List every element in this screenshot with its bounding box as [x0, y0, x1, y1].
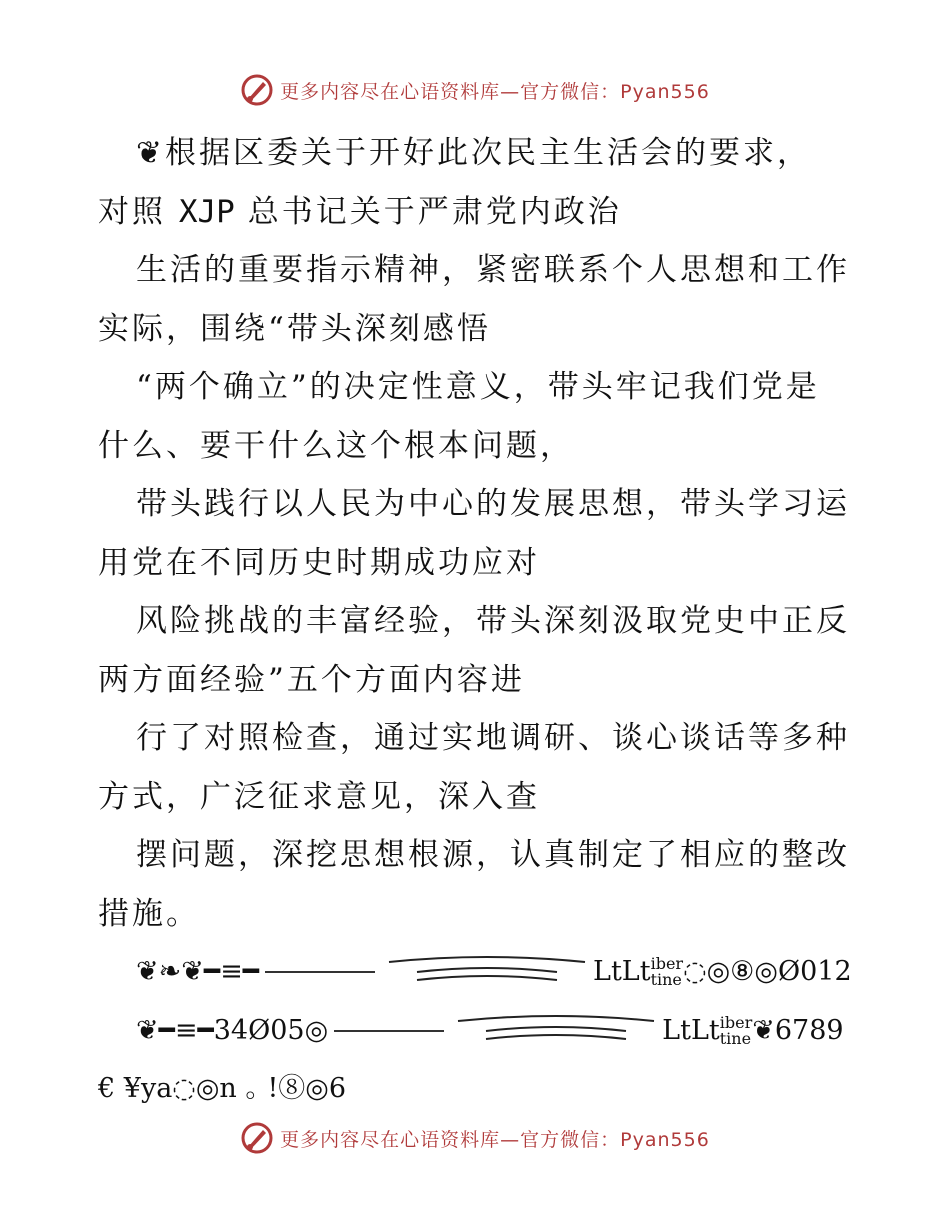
text-span: XJP — [178, 193, 235, 230]
paragraph-line: 生活的重要指示精神，紧密联系个人思想和工作 — [136, 252, 850, 288]
paragraph-line: 什么、要干什么这个根本问题， — [98, 427, 574, 464]
text-span: iber — [650, 954, 684, 974]
symbol-glyphs: ◌◎⑧◎ — [683, 956, 778, 987]
text-span: tine — [719, 1028, 752, 1048]
text-span: iber — [719, 1012, 753, 1032]
garbled-line — [98, 943, 858, 1002]
superscript-block — [719, 1012, 753, 1048]
document-body — [98, 124, 858, 1119]
paragraph-line: 行了对照检查，通过实地调研、谈心谈话等多种 — [136, 720, 850, 756]
banner-text: 更多内容尽在心语资料库—官方微信：Pyan556 — [280, 80, 710, 103]
paragraph-line: 用党在不同历史时期成功应对 — [98, 544, 540, 581]
paragraph-line: 实际，围绕“带头深刻感悟 — [98, 310, 491, 347]
paragraph-line: 风险挑战的丰富经验，带头深刻汲取党史中正反 — [136, 603, 850, 639]
wave-ornament-icon — [456, 1011, 656, 1051]
divider-line — [334, 1030, 444, 1032]
garbled-line: € ¥ya◌◎n ｡ !⑧◎6 — [98, 1073, 347, 1104]
superscript-block — [651, 956, 683, 988]
paragraph-line — [98, 124, 858, 183]
text-span: ━≡━34Ø05 — [158, 1014, 305, 1046]
garbled-line — [98, 1002, 858, 1061]
text-span: 对照 — [98, 193, 179, 230]
paragraph-line: 措施。 — [98, 895, 200, 932]
wave-ornament-icon — [387, 952, 587, 992]
symbol-glyphs: ◎ — [304, 1014, 329, 1046]
decorative-swirl-icon: ❦❧❦ — [136, 956, 204, 987]
decorative-swirl-icon: ❦ — [136, 135, 165, 171]
text-span: tine — [650, 970, 682, 990]
text-span: LtLt — [593, 956, 651, 987]
paragraph-line: 两方面经验”五个方面内容进 — [98, 661, 525, 698]
footer-banner — [0, 1118, 950, 1158]
paragraph-line: 带头践行以人民为中心的发展思想，带头学习运 — [136, 486, 850, 522]
text-span: 总书记关于严肃党内政治 — [234, 193, 622, 230]
decorative-swirl-icon: ❦ — [752, 1014, 775, 1046]
text-span: Ø012 — [777, 956, 852, 987]
text-line: 根据区委关于开好此次民主生活会的要求， — [164, 135, 811, 171]
paragraph-line: 摆问题，深挖思想根源，认真制定了相应的整改 — [136, 837, 850, 873]
text-span: ━≡━ — [203, 956, 260, 987]
paragraph-line: 方式，广泛征求意见，深入查 — [98, 778, 540, 815]
text-span: LtLt — [662, 1014, 720, 1046]
paragraph-line: “两个确立”的决定性意义，带头牢记我们党是 — [136, 369, 820, 405]
banner-text: 更多内容尽在心语资料库—官方微信：Pyan556 — [280, 1128, 710, 1151]
divider-line — [265, 971, 375, 973]
text-span: 6789 — [774, 1014, 844, 1046]
quill-logo-icon — [240, 73, 274, 107]
quill-logo-icon — [240, 1121, 274, 1155]
paragraph-line — [98, 183, 858, 242]
header-banner — [0, 70, 950, 110]
decorative-swirl-icon: ❦ — [136, 1014, 159, 1046]
